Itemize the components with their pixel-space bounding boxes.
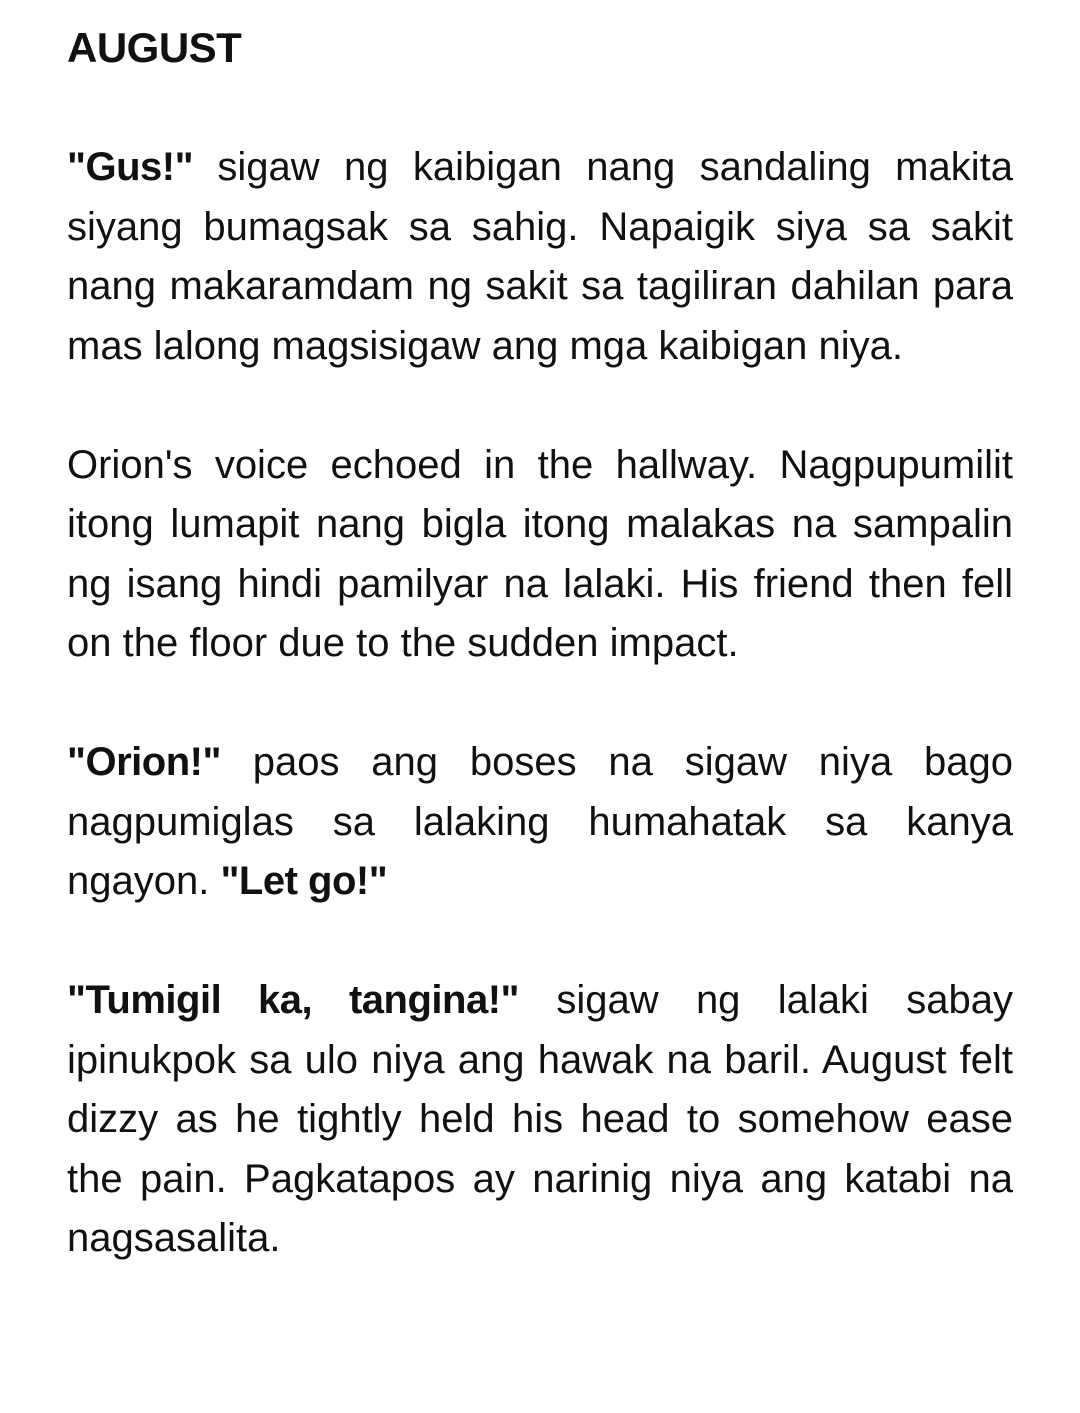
paragraph-3	[67, 733, 1013, 912]
paragraph-2	[67, 436, 1013, 674]
paragraph-1	[67, 138, 1013, 376]
spacer	[67, 74, 1013, 138]
spacer	[67, 912, 1013, 972]
paragraph-text: paos ang boses na sigaw niya bago nagpumiglas sa lalaking humahatak sa kanya ngayon.	[67, 740, 1013, 903]
paragraph-text: Orion's voice echoed in the hallway. Nagpupumilit itong lumapit nang bigla itong malakas na sampalin ng isang hindi pamilyar na lalaki. His friend then fell on the floor due to the sudden impact.	[67, 442, 1013, 665]
spacer	[67, 674, 1013, 734]
dialogue-bold: "Gus!"	[67, 145, 194, 189]
paragraph-text: sigaw ng lalaki sabay ipinukpok sa ulo niya ang hawak na baril. August felt dizzy as he tightly held his head to somehow ease the pain. Pagkatapos ay narinig niya ang katabi na nagsasalita.	[67, 978, 1013, 1260]
paragraph-text: sigaw ng kaibigan nang sandaling makita siyang bumagsak sa sahig. Napaigik siya sa sakit nang makaramdam ng sakit sa tagiliran dahilan para mas lalong magsisigaw ang mga kaibigan niya.	[67, 145, 1013, 368]
dialogue-bold-tail: "Let go!"	[220, 859, 388, 903]
document-page	[67, 22, 1013, 1269]
dialogue-bold: "Tumigil ka, tangina!"	[67, 978, 519, 1022]
spacer	[67, 376, 1013, 436]
paragraph-4	[67, 971, 1013, 1269]
dialogue-bold: "Orion!"	[67, 740, 221, 784]
chapter-heading: AUGUST	[67, 24, 242, 71]
